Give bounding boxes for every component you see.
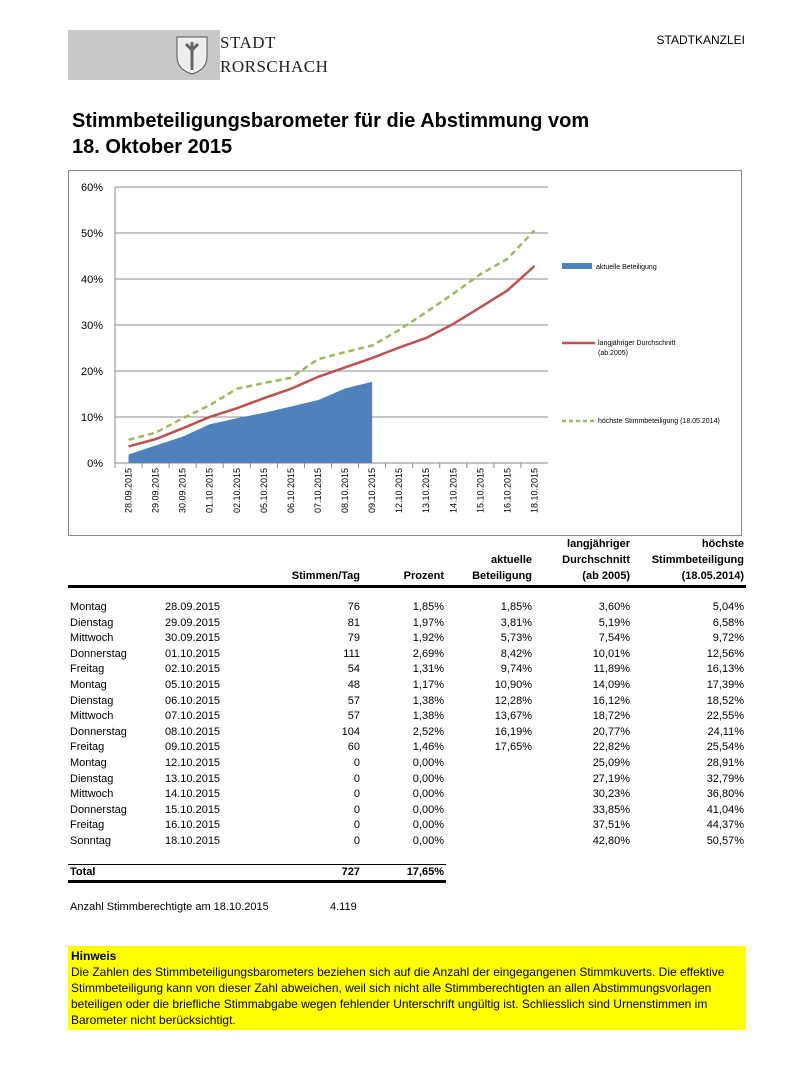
x-tick-label: 29.09.2015 [150,468,161,514]
cell-day: Freitag [70,663,105,676]
cell-value: 24,11% [707,725,744,738]
anzahl-label: Anzahl Stimmberechtigte am 18.10.2015 [70,901,269,913]
cell-value: 5,04% [712,601,744,613]
cell-day: Mittwoch [70,788,114,801]
hinweis-text: Die Zahlen des Stimmbeteiligungsbarometers beziehen sich auf die Anzahl der eingegangenen Stimmkuverts. Die effektive Stimmbeteiligung kann von dieser Zahl abweichen, weil sich nicht alle Stimmberechtigten an allen Abstimmungsvorlagen beteiligen oder die briefliche Stimmabgabe wegen fehlender Unterschrift ungültig ist. Schliesslich sind Urnenstimmen im Barometer nicht berücksichtigt. [71,965,725,1027]
cell-value: 37,51% [592,819,630,832]
x-tick-label: 28.09.2015 [123,468,134,514]
cell-value: 20,77% [592,725,630,738]
x-tick-label: 06.10.2015 [285,468,296,514]
header-langj: Durchschnitt [562,554,630,566]
cell-value: 9,72% [712,632,744,645]
cell-day: Freitag [70,741,105,754]
cell-day: Mittwoch [70,710,114,723]
cell-value: 0,00% [412,835,444,847]
logo-line1: STADT [220,33,276,52]
legend-label-durchschnitt: langjähriger Durchschnitt [598,340,676,347]
hinweis-title: Hinweis [71,949,117,963]
x-tick-label: 14.10.2015 [448,468,459,514]
cell-date: 14.10.2015 [165,788,221,801]
area-aktuelle-beteiligung [129,382,373,463]
cell-value: 9,74% [500,663,532,676]
cell-value: 17,39% [706,679,744,691]
cell-value: 1,46% [412,741,444,754]
cell-value: 3,81% [500,616,532,629]
cell-value: 54 [347,663,360,676]
cell-date: 30.09.2015 [165,632,221,645]
x-tick-label: 09.10.2015 [367,468,378,514]
cell-value: 2,69% [412,647,444,660]
cell-value: 12,28% [494,694,532,707]
cell-value: 1,85% [500,601,532,613]
cell-value: 1,38% [412,694,444,707]
cell-value: 22,55% [706,710,744,723]
cell-value: 42,80% [592,835,630,847]
legend-swatch-aktuelle [562,263,592,269]
cell-day: Sonntag [70,835,111,847]
cell-value: 25,09% [592,757,630,769]
cell-value: 76 [347,601,360,613]
cell-value: 13,67% [494,710,532,723]
header-stimmen: Stimmen/Tag [291,570,360,582]
header-hoechste: Stimmbeteiligung [651,554,744,566]
cell-value: 0 [353,835,360,847]
x-tick-label: 13.10.2015 [421,468,432,514]
cell-value: 7,54% [598,632,630,645]
y-tick-label: 50% [80,228,103,240]
cell-value: 1,31% [412,663,444,676]
cell-value: 28,91% [706,757,744,769]
title-line2: 18. Oktober 2015 [72,136,233,158]
cell-value: 0 [353,819,360,832]
anzahl-value: 4.119 [330,901,357,913]
cell-value: 0,00% [412,803,444,816]
cell-day: Mittwoch [70,632,114,645]
cell-day: Donnerstag [70,647,127,660]
total-rule [68,880,446,883]
cell-value: 12,56% [706,647,744,660]
y-tick-label: 10% [80,412,103,424]
cell-date: 29.09.2015 [165,616,221,629]
cell-value: 11,89% [593,663,630,676]
y-tick-label: 0% [87,458,103,470]
header-hoechste: höchste [701,538,744,550]
cell-day: Dienstag [70,694,114,707]
y-tick-label: 20% [80,366,103,378]
cell-date: 28.09.2015 [165,601,221,613]
cell-value: 0 [353,803,360,816]
cell-value: 5,73% [500,632,532,645]
cell-value: 16,13% [706,663,744,676]
x-tick-label: 07.10.2015 [312,468,323,514]
cell-day: Donnerstag [70,725,127,738]
cell-value: 33,85% [592,803,630,816]
cell-date: 07.10.2015 [165,710,221,723]
logo-line2: RORSCHACH [220,57,329,76]
cell-value: 0,00% [412,772,444,785]
cell-value: 0,00% [412,788,444,801]
cell-value: 104 [341,725,360,738]
cell-day: Montag [70,679,107,691]
cell-value: 44,37% [706,819,744,832]
cell-date: 18.10.2015 [165,835,221,847]
x-tick-label: 18.10.2015 [529,468,540,514]
header-prozent: Prozent [403,570,444,582]
y-tick-label: 60% [80,182,103,194]
cell-value: 1,85% [412,601,444,613]
cell-value: 18,52% [706,694,744,707]
cell-value: 0 [353,772,360,785]
cell-date: 16.10.2015 [165,819,221,832]
title-line1: Stimmbeteiligungsbarometer für die Abstimmung vom [72,110,590,132]
cell-day: Dienstag [70,616,114,629]
cell-value: 2,52% [412,725,444,738]
cell-value: 22,82% [592,741,630,754]
cell-date: 06.10.2015 [165,694,221,707]
total-label: Total [70,866,96,878]
cell-value: 60 [347,741,360,754]
cell-value: 27,19% [592,772,630,785]
cell-date: 02.10.2015 [165,663,221,676]
cell-value: 1,97% [412,616,444,629]
cell-value: 1,38% [412,710,444,723]
legend-label-aktuelle: aktuelle Beteiligung [596,264,657,271]
cell-value: 3,60% [598,601,630,613]
cell-value: 50,57% [706,835,744,847]
cell-value: 57 [347,710,360,723]
hinweis-box [68,946,746,1030]
header-aktuelle: aktuelle [491,554,532,566]
legend-label-durchschnitt-2: (ab 2005) [598,350,628,357]
cell-day: Freitag [70,819,105,832]
cell-date: 09.10.2015 [165,741,221,754]
cell-value: 57 [347,694,360,707]
header-aktuelle: Beteiligung [472,570,532,582]
header-rule [68,585,746,588]
cell-value: 41,04% [706,803,744,816]
x-tick-label: 16.10.2015 [502,468,513,514]
cell-value: 10,90% [494,679,532,691]
cell-value: 0 [353,757,360,769]
cell-day: Donnerstag [70,803,127,816]
cell-value: 36,80% [706,788,744,801]
cell-date: 01.10.2015 [165,647,221,660]
department: STADTKANZLEI [656,33,745,47]
cell-value: 17,65% [494,741,532,754]
cell-value: 16,19% [494,725,532,738]
cell-value: 1,17% [412,679,444,691]
cell-date: 08.10.2015 [165,725,221,738]
cell-date: 12.10.2015 [165,757,221,769]
total-stimmen: 727 [341,866,360,878]
cell-value: 0 [353,788,360,801]
cell-value: 1,92% [412,632,444,645]
x-tick-label: 02.10.2015 [231,468,242,514]
x-tick-label: 15.10.2015 [475,468,486,514]
cell-date: 15.10.2015 [165,803,221,816]
cell-value: 32,79% [706,772,744,785]
x-tick-label: 08.10.2015 [340,468,351,514]
cell-value: 18,72% [592,710,630,723]
y-tick-label: 30% [80,320,103,332]
cell-value: 0,00% [412,757,444,769]
cell-date: 05.10.2015 [165,679,221,691]
header-langj: langjähriger [567,538,630,550]
header-hoechste: (18.05.2014) [681,570,744,582]
y-tick-label: 40% [80,274,103,286]
x-tick-label: 01.10.2015 [204,468,215,514]
x-tick-label: 30.09.2015 [177,468,188,514]
cell-value: 48 [347,679,360,691]
cell-value: 14,09% [592,679,630,691]
cell-value: 8,42% [500,647,532,660]
cell-value: 5,19% [598,616,630,629]
x-tick-label: 05.10.2015 [258,468,269,514]
x-tick-label: 12.10.2015 [394,468,405,514]
total-prozent: 17,65% [406,866,444,878]
cell-value: 16,12% [592,694,630,707]
cell-day: Montag [70,601,107,613]
header-langj: (ab 2005) [582,570,630,582]
cell-day: Dienstag [70,772,114,785]
total-rule [68,864,446,865]
legend-label-hoechste: höchste Stimmbeteiligung (18.05.2014) [598,418,720,425]
cell-value: 10,01% [592,647,630,660]
cell-value: 81 [347,616,360,629]
cell-day: Montag [70,757,107,769]
cell-value: 79 [347,632,360,645]
cell-date: 13.10.2015 [165,772,221,785]
cell-value: 30,23% [592,788,630,801]
cell-value: 111 [343,647,360,660]
cell-value: 0,00% [412,819,444,832]
cell-value: 6,58% [712,616,744,629]
cell-value: 25,54% [706,741,744,754]
